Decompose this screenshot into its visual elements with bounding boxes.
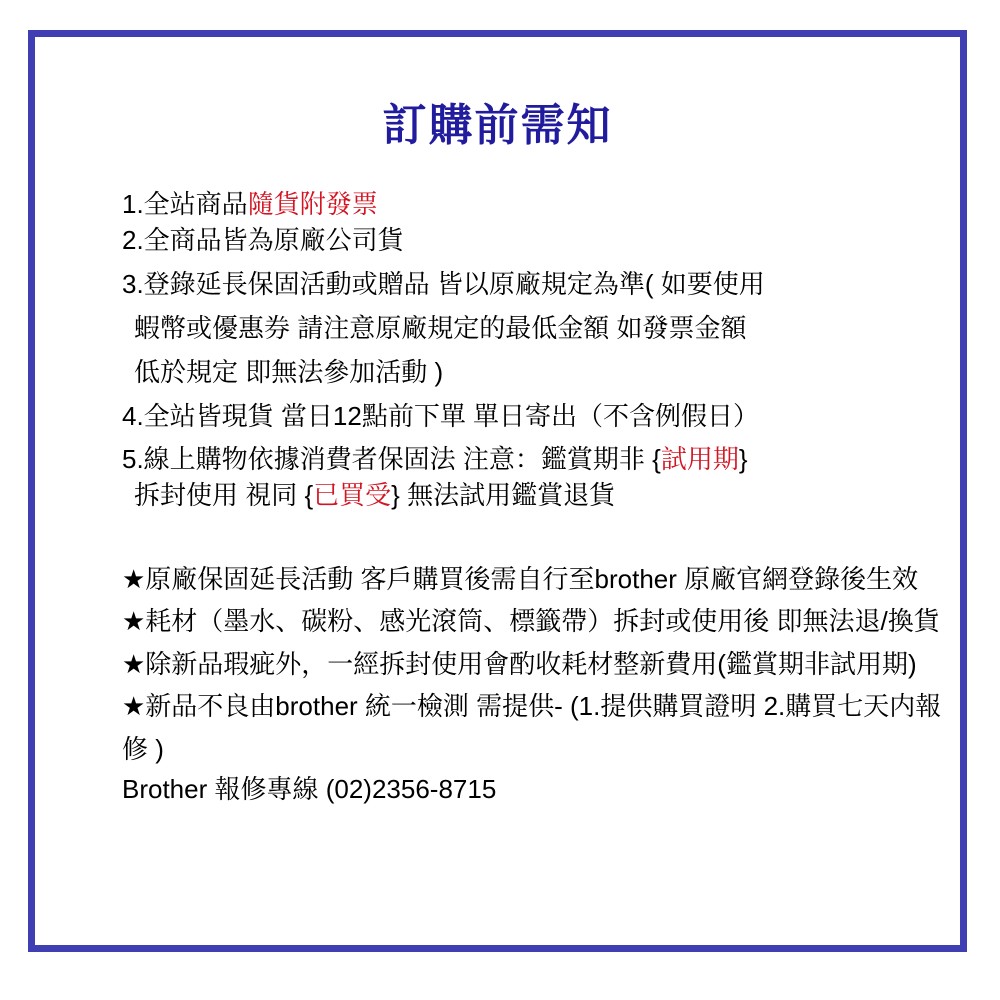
text-segment: ★原廠保固延長活動 客戶購買後需自行至brother 原廠官網登錄後生效	[122, 564, 919, 594]
text-segment: }	[738, 444, 748, 474]
text-segment: ★除新品瑕疵外，一經拆封使用會酌收耗材整新費用(鑑賞期非試用期)	[122, 649, 917, 679]
notice-item-3-wrap-1	[122, 306, 930, 350]
text-segment: Brother 報修專線 (02)2356-8715	[122, 774, 497, 804]
notice-sheet	[28, 30, 967, 952]
highlight-segment: 隨貨附發票	[247, 189, 378, 219]
notice-star-2	[122, 601, 940, 642]
notice-star-3	[122, 642, 930, 686]
notice-body	[35, 186, 960, 807]
text-segment: ★耗材（墨水、碳粉、感光滾筒、標籤帶）拆封或使用後 即無法退/換貨	[122, 606, 940, 636]
text-segment: ★新品不良由brother 統一檢測 需提供- (1.提供購買證明 2.購買七天内報	[122, 691, 942, 721]
page-title: 訂購前需知	[382, 101, 613, 150]
text-segment: 低於規定 即無法參加活動 )	[134, 357, 444, 387]
text-segment: 1.全站商品	[122, 189, 248, 219]
highlight-segment: 試用期	[660, 444, 739, 474]
text-segment: } 無法試用鑑賞退貨	[391, 480, 616, 510]
notice-star-1	[122, 558, 930, 601]
notice-item-2	[122, 222, 930, 258]
highlight-segment: 已買受	[313, 480, 392, 510]
notice-star-4-wrap	[122, 727, 930, 771]
notice-item-5-wrap	[122, 477, 930, 513]
notice-item-4	[122, 394, 930, 439]
notice-item-3	[122, 262, 930, 306]
text-segment: 蝦幣或優惠券 請注意原廠規定的最低金額 如發票金額	[134, 313, 747, 343]
text-segment: 5.線上購物依據消費者保固法 注意：鑑賞期非 {	[122, 444, 661, 474]
notice-star-4	[122, 686, 942, 727]
text-segment: 4.全站皆現貨 當日12點前下單 單日寄出（不含例假日）	[122, 401, 760, 431]
text-segment: 3.登錄延長保固活動或贈品 皆以原廠規定為準( 如要使用	[122, 269, 765, 299]
notice-item-1	[122, 186, 930, 222]
text-segment: 修 )	[122, 734, 164, 764]
text-segment: 拆封使用 視同 {	[134, 480, 314, 510]
service-hotline	[122, 771, 930, 807]
notice-item-3-wrap-2	[122, 350, 930, 394]
text-segment: 2.全商品皆為原廠公司貨	[122, 225, 404, 255]
notice-item-5	[122, 441, 930, 477]
